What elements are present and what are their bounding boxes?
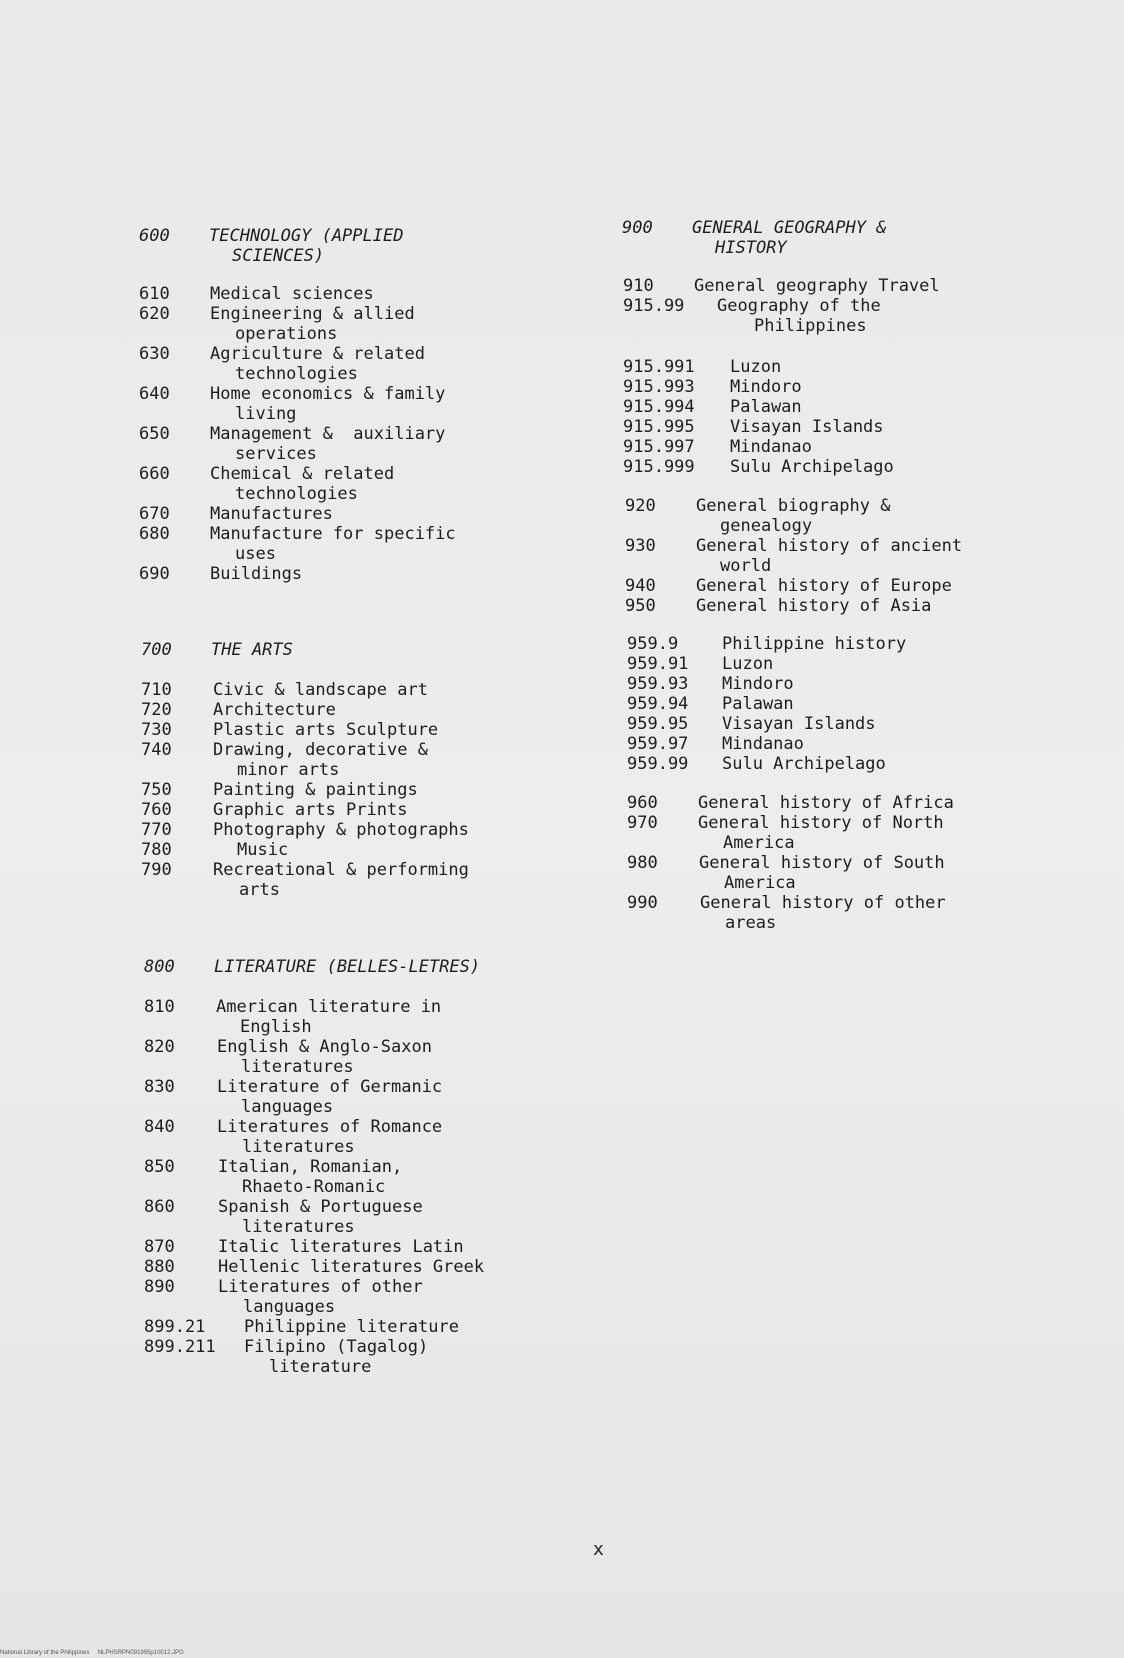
philippine-geography-group <box>623 357 1043 477</box>
class-label: Agriculture & related <box>210 344 425 364</box>
section-title-cont: HISTORY <box>715 238 787 258</box>
class-row <box>627 654 1047 674</box>
class-label-cont: operations <box>235 324 338 344</box>
continent-history-group <box>627 793 1047 933</box>
page-number: x <box>593 1539 604 1560</box>
class-label: Filipino (Tagalog) <box>244 1337 429 1357</box>
class-code: 680 <box>139 524 170 544</box>
class-row <box>139 464 559 504</box>
class-row <box>141 700 561 720</box>
class-code: 620 <box>139 304 170 324</box>
class-code: 670 <box>139 504 170 524</box>
class-label-cont: uses <box>235 544 276 564</box>
class-label: Hellenic literatures Greek <box>218 1257 485 1277</box>
class-row <box>144 1277 574 1317</box>
class-row <box>141 680 561 700</box>
class-code: 860 <box>144 1197 175 1217</box>
geography-group <box>623 276 1043 336</box>
class-code: 959.95 <box>627 714 689 734</box>
class-label: Buildings <box>210 564 303 584</box>
class-label: Sulu Archipelago <box>730 457 894 477</box>
class-row <box>144 1257 574 1277</box>
section-heading <box>141 640 561 660</box>
class-code: 640 <box>139 384 170 404</box>
class-row <box>139 424 559 464</box>
class-row <box>139 504 559 524</box>
class-row <box>141 780 561 800</box>
class-code: 915.991 <box>623 357 695 377</box>
class-label-cont: languages <box>243 1297 336 1317</box>
class-label-cont: languages <box>241 1097 334 1117</box>
section-title: THE ARTS <box>211 640 293 660</box>
class-code: 780 <box>141 840 172 860</box>
class-row <box>623 357 1043 377</box>
class-code: 850 <box>144 1157 175 1177</box>
class-label: Palawan <box>722 694 794 714</box>
class-row <box>627 793 1047 813</box>
class-label-cont: English <box>240 1017 312 1037</box>
class-label: Luzon <box>722 654 774 674</box>
section-code: 900 <box>622 218 653 238</box>
class-label: Mindanao <box>730 437 812 457</box>
class-code: 750 <box>141 780 172 800</box>
class-code: 950 <box>625 596 656 616</box>
class-list <box>141 680 561 900</box>
class-label: Civic & landscape art <box>213 680 428 700</box>
class-code: 710 <box>141 680 172 700</box>
class-label: General biography & <box>696 496 891 516</box>
class-label-cont: literature <box>269 1357 372 1377</box>
section-heading <box>139 226 559 266</box>
class-row <box>139 524 559 564</box>
class-code: 915.997 <box>623 437 695 457</box>
class-label: English & Anglo-Saxon <box>217 1037 432 1057</box>
section-700 <box>141 640 561 900</box>
class-row <box>144 1237 574 1257</box>
class-row <box>625 596 1045 616</box>
class-row <box>141 800 561 820</box>
class-code: 730 <box>141 720 172 740</box>
class-code: 940 <box>625 576 656 596</box>
class-label: Recreational & performing <box>213 860 469 880</box>
class-row <box>623 417 1043 437</box>
class-label: Literatures of other <box>218 1277 423 1297</box>
class-row <box>623 276 1043 296</box>
class-code: 899.21 <box>144 1317 206 1337</box>
class-row <box>627 734 1047 754</box>
class-row <box>627 674 1047 694</box>
class-label: Plastic arts Sculpture <box>213 720 439 740</box>
class-row <box>144 1197 574 1237</box>
class-row <box>625 576 1045 596</box>
class-label: Philippine history <box>722 634 907 654</box>
class-label: Literatures of Romance <box>217 1117 443 1137</box>
class-label: Medical sciences <box>210 284 374 304</box>
class-label: General history of Asia <box>696 596 932 616</box>
section-title: LITERATURE (BELLES-LETRES) <box>214 957 481 977</box>
class-row <box>623 296 1043 336</box>
class-label: Visayan Islands <box>730 417 884 437</box>
class-label: Photography & photographs <box>213 820 469 840</box>
class-row <box>139 284 559 304</box>
class-label: Geography of the <box>717 296 881 316</box>
class-label: Mindoro <box>722 674 794 694</box>
class-code: 970 <box>627 813 658 833</box>
class-code: 840 <box>144 1117 175 1137</box>
class-label: Visayan Islands <box>722 714 876 734</box>
class-row <box>623 457 1043 477</box>
class-label: General history of Europe <box>696 576 952 596</box>
class-label: Italian, Romanian, <box>218 1157 403 1177</box>
class-code: 959.91 <box>627 654 689 674</box>
class-label-cont: minor arts <box>237 760 340 780</box>
class-code: 959.97 <box>627 734 689 754</box>
class-label: Mindoro <box>730 377 802 397</box>
class-label-cont: arts <box>239 880 280 900</box>
class-label: Manufacture for specific <box>210 524 456 544</box>
section-code: 600 <box>139 226 170 246</box>
class-code: 990 <box>627 893 658 913</box>
class-code: 830 <box>144 1077 175 1097</box>
class-row <box>141 860 561 900</box>
class-label: Sulu Archipelago <box>722 754 886 774</box>
class-label: Architecture <box>213 700 336 720</box>
scan-footer: National Library of the Philippines NLPHSRPN091995p10012.JPG <box>0 1650 184 1656</box>
class-row <box>141 740 561 780</box>
class-label-cont: services <box>235 444 317 464</box>
class-label: General history of South <box>699 853 945 873</box>
class-code: 690 <box>139 564 170 584</box>
class-label: Mindanao <box>722 734 804 754</box>
class-code: 890 <box>144 1277 175 1297</box>
class-code: 720 <box>141 700 172 720</box>
class-code: 959.93 <box>627 674 689 694</box>
class-row <box>141 720 561 740</box>
class-row <box>139 384 559 424</box>
class-label: Painting & paintings <box>213 780 418 800</box>
section-code: 700 <box>141 640 172 660</box>
philippine-history-group <box>627 634 1047 774</box>
class-code: 899.211 <box>144 1337 216 1357</box>
class-label-cont: world <box>720 556 772 576</box>
class-code: 915.993 <box>623 377 695 397</box>
class-label: Italic literatures Latin <box>218 1237 464 1257</box>
class-row <box>627 754 1047 774</box>
class-row <box>139 304 559 344</box>
class-code: 820 <box>144 1037 175 1057</box>
class-label-cont: Philippines <box>754 316 867 336</box>
class-row <box>623 377 1043 397</box>
class-label-cont: literatures <box>241 1057 354 1077</box>
class-label: Music <box>237 840 289 860</box>
class-code: 959.94 <box>627 694 689 714</box>
class-label-cont: areas <box>725 913 777 933</box>
class-label: American literature in <box>216 997 442 1017</box>
section-800 <box>144 957 574 1377</box>
class-label-cont: America <box>723 833 795 853</box>
class-row <box>141 820 561 840</box>
class-code: 770 <box>141 820 172 840</box>
class-row <box>144 1037 574 1077</box>
class-code: 980 <box>627 853 658 873</box>
class-code: 915.99 <box>623 296 685 316</box>
class-label-cont: Rhaeto-Romanic <box>242 1177 386 1197</box>
history-group <box>625 496 1045 616</box>
class-label: Drawing, decorative & <box>213 740 428 760</box>
class-label: General history of North <box>698 813 944 833</box>
class-row <box>625 496 1045 536</box>
class-code: 915.994 <box>623 397 695 417</box>
class-code: 810 <box>144 997 175 1017</box>
class-row <box>144 1077 574 1117</box>
class-row <box>141 840 561 860</box>
class-row <box>144 1117 574 1157</box>
class-code: 630 <box>139 344 170 364</box>
class-row <box>623 397 1043 417</box>
class-code: 915.995 <box>623 417 695 437</box>
section-title: TECHNOLOGY (APPLIED <box>209 226 404 246</box>
class-list <box>144 997 574 1377</box>
class-code: 959.99 <box>627 754 689 774</box>
section-900 <box>622 218 1042 258</box>
class-label-cont: technologies <box>235 364 358 384</box>
class-row <box>627 853 1047 893</box>
class-label: Spanish & Portuguese <box>218 1197 423 1217</box>
section-heading <box>622 218 1042 258</box>
section-600 <box>139 226 559 584</box>
class-code: 790 <box>141 860 172 880</box>
class-row <box>627 694 1047 714</box>
class-label-cont: literatures <box>242 1137 355 1157</box>
class-code: 930 <box>625 536 656 556</box>
class-label: Home economics & family <box>210 384 446 404</box>
class-label: Graphic arts Prints <box>213 800 408 820</box>
class-label: General history of ancient <box>696 536 963 556</box>
class-label: Manufactures <box>210 504 333 524</box>
class-row <box>627 893 1047 933</box>
class-label-cont: technologies <box>235 484 358 504</box>
class-code: 760 <box>141 800 172 820</box>
class-label: Palawan <box>730 397 802 417</box>
class-code: 915.999 <box>623 457 695 477</box>
class-row <box>139 344 559 384</box>
class-code: 650 <box>139 424 170 444</box>
class-label: Engineering & allied <box>210 304 415 324</box>
section-code: 800 <box>144 957 175 977</box>
class-row <box>144 997 574 1037</box>
class-label: General history of Africa <box>698 793 954 813</box>
class-label: General geography Travel <box>694 276 940 296</box>
class-code: 740 <box>141 740 172 760</box>
class-label: Philippine literature <box>244 1317 459 1337</box>
class-row <box>625 536 1045 576</box>
class-row <box>623 437 1043 457</box>
class-label-cont: America <box>724 873 796 893</box>
class-row <box>144 1337 574 1377</box>
class-code: 660 <box>139 464 170 484</box>
section-title: GENERAL GEOGRAPHY & <box>692 218 887 238</box>
class-label-cont: literatures <box>242 1217 355 1237</box>
class-label: Literature of Germanic <box>217 1077 443 1097</box>
class-code: 959.9 <box>627 634 679 654</box>
class-label: Luzon <box>730 357 782 377</box>
section-title-cont: SCIENCES) <box>232 246 325 266</box>
class-row <box>627 634 1047 654</box>
class-label: Chemical & related <box>210 464 395 484</box>
class-code: 610 <box>139 284 170 304</box>
class-row <box>144 1157 574 1197</box>
class-code: 920 <box>625 496 656 516</box>
class-label: General history of other <box>700 893 946 913</box>
class-row <box>627 813 1047 853</box>
class-code: 870 <box>144 1237 175 1257</box>
class-row <box>144 1317 574 1337</box>
class-row <box>627 714 1047 734</box>
section-heading <box>144 957 574 977</box>
class-label-cont: genealogy <box>720 516 813 536</box>
class-row <box>139 564 559 584</box>
class-list <box>139 284 559 584</box>
class-label-cont: living <box>235 404 297 424</box>
class-code: 880 <box>144 1257 175 1277</box>
class-label: Management & auxiliary <box>210 424 446 444</box>
class-code: 910 <box>623 276 654 296</box>
class-code: 960 <box>627 793 658 813</box>
